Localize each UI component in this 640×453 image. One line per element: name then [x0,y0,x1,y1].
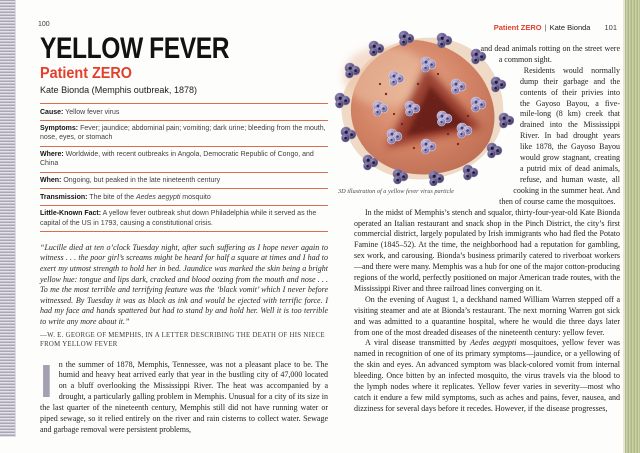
page-title: YELLOW FEVER [40,32,230,65]
species-name: Aedes aegypti [135,193,181,201]
fact-value: Fever; jaundice; abdominal pain; vomiting; dark urine; bleeding from the mouth, nose, eyes, or stomach [40,125,326,142]
header-series: Patient ZERO [493,23,542,32]
fact-value: mosquito [180,193,211,201]
body-paragraph: and dead animals rotting on the street were a common sight. [480,44,620,64]
fact-label: Transmission: [40,193,88,201]
fact-label: When: [40,177,62,185]
paragraph-text: A viral disease transmitted by [365,338,471,348]
paragraph-text: mosquitoes, yellow fever was named in recognition of one of its primary symptoms—jaundice, or a yellowing of the skin and eyes. An advanced symptom was black-colored vomit from internal bleeding. Once bitten by an infected mosquito, the virus travels via the blood to the lymph nodes where it replicates. Yellow fever varies in severity—most who catch it endure a few mild symptoms, such as aches and pains, fever, nausea, and dizziness for several days before it recedes. However, if the disease progresses, [354,338,620,413]
right-page [332,0,622,453]
fact-label: Symptoms: [40,125,79,133]
left-page-edges [0,0,16,437]
body-paragraph: Residents would normally dump their garbage and the contents of their privies into the Gayoso Bayou, a five-mile-long (8 km) creek that drained into the Mississippi River. In bad drought years like 1878, the Gayoso Bayou would grow stagnant, creating a putrid mix of dead animals, refuse, and human waste, all cooking in the summer heat. And then of course came the mosquitoes. [499,65,620,206]
body-paragraph-left [40,354,328,436]
fact-value: Ongoing, but peaked in the late nineteenth century [61,177,221,185]
fact-label: Little-Known Fact: [40,210,102,218]
fact-row-transmission [40,189,328,206]
drop-cap: I [40,354,53,407]
fact-value: The bite of the [87,193,136,201]
pull-quote: “Lucille died at ten o’clock Tuesday night, after such suffering as I hope never again to witness . . . the poor girl’s screams might be heard for half a square at times and I had to exert my utmost strength to hold her in bed. Jaundice was marked the skin being a bright yellow hue: tongue and lips dark, cracked and blood oozing from the mouth and nose . . . To me the most terrible and terrifying feature was the ‘black vomit’ which I never before witnessed. By Tuesday it was as black as ink and would be ejected with terrific force. I had my face and hands spattered but had to stand by and hold her. Well it is too terrible to write any more about it.” [40,242,328,326]
fact-value: Yellow fever virus [63,108,120,116]
body-text: n the summer of 1878, Memphis, Tennessee, was not a pleasant place to be. The humid and heavy heat arrived early that year in the bustling city of 47,000 located on a bluff overlooking the Mississippi River. The heat was accompanied by a drought, a particularly galling problem in Memphis. Unusual for a city of its size in the last quarter of the nineteenth century, Memphis still did not have running water or piped sewage, so it relied entirely on the river and rain cisterns to collect water. Sewage and garbage removal were persistent problems, [40,359,328,435]
page-number-left: 100 [38,21,50,28]
figure-caption: 3D illustration of a yellow fever virus particle [338,188,454,195]
body-paragraph: In the midst of Memphis’s stench and squalor, thirty-four-year-old Kate Bionda operated an Italian restaurant and snack shop in the Pinch District, the city’s first commercial district, largely populated by Irish immigrants who had fled the Potato Famine (1845–52). At the time, the neighborhood had a reputation for gambling, sex work, and carousing. Bionda’s business primarily catered to riverboat workers—and there were many. Memphis was a hub for one of the major cotton-producing regions of the world, perfectly positioned on major American trade routes, with the Mississippi River and three railroad lines converging on it. [354,207,620,293]
body-paragraph [354,338,620,414]
left-page [16,0,332,453]
byline: Kate Bionda (Memphis outbreak, 1878) [40,85,198,96]
body-paragraph: On the evening of August 1, a deckhand named William Warren stepped off a visiting steamer and ate at Bionda’s restaurant. The next morning Warren got sick and was admitted to a quarantine hospital, where he would die three days later from one of the most dreaded diseases of the nineteenth century: yellow fever. [354,294,620,337]
yellow-fever-virus-illustration [330,28,514,186]
fact-row-symptoms [40,121,328,147]
fact-row-where [40,147,328,173]
right-cover-edge [623,0,640,453]
fact-label: Cause: [40,108,64,116]
virus-figure [330,28,514,204]
fact-label: Where: [40,151,64,159]
page-subtitle: Patient ZERO [40,65,133,82]
facts-table [40,103,328,232]
fact-row-little-known-fact [40,206,328,232]
fact-row-cause [40,104,328,121]
fact-value: A yellow fever outbreak shut down Philadelphia while it served as the capital of the US in 1793, causing a constitutional crisis. [40,210,317,227]
right-page-text [338,44,620,415]
fact-row-when [40,173,328,190]
species-name: Aedes aegypti [470,338,517,348]
header-divider: | [544,23,547,32]
fact-value: Worldwide, with recent outbreaks in Angola, Democratic Republic of Congo, and China [40,151,314,168]
header-chapter: Kate Bionda [549,23,591,32]
page-number-right: 101 [604,23,617,32]
quote-attribution: —W. E. GEORGE OF MEMPHIS, IN A LETTER DESCRIBING THE DEATH OF HIS NIECE FROM YELLOW FEVER [40,331,325,348]
